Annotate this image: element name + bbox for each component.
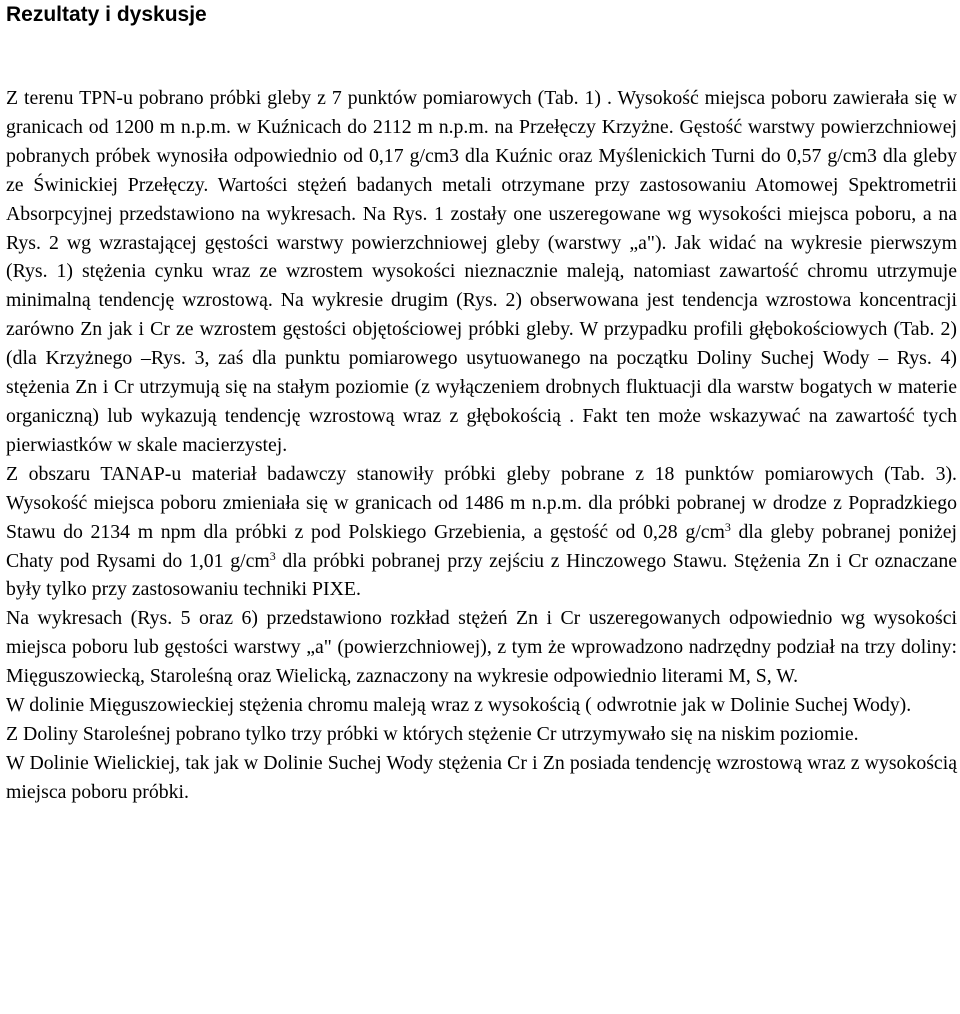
- paragraph-charts-description: Na wykresach (Rys. 5 oraz 6) przedstawiono rozkład stężeń Zn i Cr uszeregowanych odpowiednio wg wysokości miejsca poboru lub gęstości warstwy „a" (powierzchniowej), z tym że wprowadzono nadrzędny podział na trzy doliny: Mięguszowiecką, Staroleśną oraz Wielicką, zaznaczony na wykresie odpowiednio literami M, S, W.: [6, 607, 957, 688]
- paragraph-wielicka: W Dolinie Wielickiej, tak jak w Dolinie Suchej Wody stężenia Cr i Zn posiada tendencję wzrostową wraz z wysokością miejsca poboru próbki.: [6, 751, 957, 803]
- paragraph-staroleśna: Z Doliny Staroleśnej pobrano tylko trzy próbki w których stężenie Cr utrzymywało się na niskim poziomie.: [6, 722, 859, 745]
- section-heading: Rezultaty i dyskusje: [6, 3, 207, 26]
- superscript-cubic-b: 3: [269, 548, 276, 563]
- paragraph-mieguszowiecka: W dolinie Mięguszowieckiej stężenia chromu maleją wraz z wysokością ( odwrotnie jak w Dolinie Suchej Wody).: [6, 694, 912, 717]
- paragraph-tanap-text-b: dla gleby pobranej poniżej Chaty pod Rysami do 1,01 g/cm: [6, 520, 957, 572]
- paragraph-tanap-text-c: dla próbki pobranej przy zejściu z Hinczowego Stawu. Stężenia Zn i Cr oznaczane były tylko przy zastosowaniu techniki PIXE.: [6, 549, 957, 601]
- superscript-cubic-a: 3: [724, 519, 731, 534]
- paragraph-tanap-text-a: Z obszaru TANAP-u materiał badawczy stanowiły próbki gleby pobrane z 18 punktów pomiarowych (Tab. 3). Wysokość miejsca poboru zmieniała się w granicach od 1486 m n.p.m. dla próbki pobranej w drodze z Popradzkiego Stawu do 2134 m npm dla próbki z pod Polskiego Grzebienia, a gęstość od 0,28 g/cm: [6, 462, 957, 543]
- paragraph-tpn-results: Z terenu TPN-u pobrano próbki gleby z 7 punktów pomiarowych (Tab. 1) . Wysokość miejsca poboru zawierała się w granicach od 1200 m n.p.m. w Kuźnicach do 2112 m n.p.m. na Przełęczy Krzyżne. Gęstość warstwy powierzchniowej pobranych próbek wynosiła odpowiednio od 0,17 g/cm3 dla Kuźnic oraz Myślenickich Turni do 0,57 g/cm3 dla gleby ze Świnickiej Przełęczy. Wartości stężeń badanych metali otrzymane przy zastosowaniu Atomowej Spektrometrii Absorpcyjnej przedstawiono na wykresach. Na Rys. 1 zostały one uszeregowane wg wysokości miejsca poboru, a na Rys. 2 wg wzrastającej gęstości warstwy powierzchniowej gleby (warstwy „a"). Jak widać na wykresie pierwszym (Rys. 1) stężenia cynku wraz ze wzrostem wysokości nieznacznie maleją, natomiast zawartość chromu utrzymuje minimalną tendencję wzrostową. Na wykresie drugim (Rys. 2) obserwowana jest tendencja wzrostowa koncentracji zarówno Zn jak i Cr ze wzrostem gęstości objętościowej próbki gleby. W przypadku profili głębokościowych (Tab. 2) (dla Krzyżnego –Rys. 3, zaś dla punktu pomiarowego usytuowanego na początku Doliny Suchej Wody – Rys. 4) stężenia Zn i Cr utrzymują się na stałym poziomie (z wyłączeniem drobnych fluktuacji dla warstw bogatych w materie organiczną) lub wykazują tendencję wzrostową wraz z głębokością . Fakt ten może wskazywać na zawartość tych pierwiastków w skale macierzystej.: [6, 87, 957, 456]
- document-page: [0, 2, 960, 1014]
- paragraph-tanap-material: [6, 460, 957, 605]
- body-text: [6, 84, 957, 807]
